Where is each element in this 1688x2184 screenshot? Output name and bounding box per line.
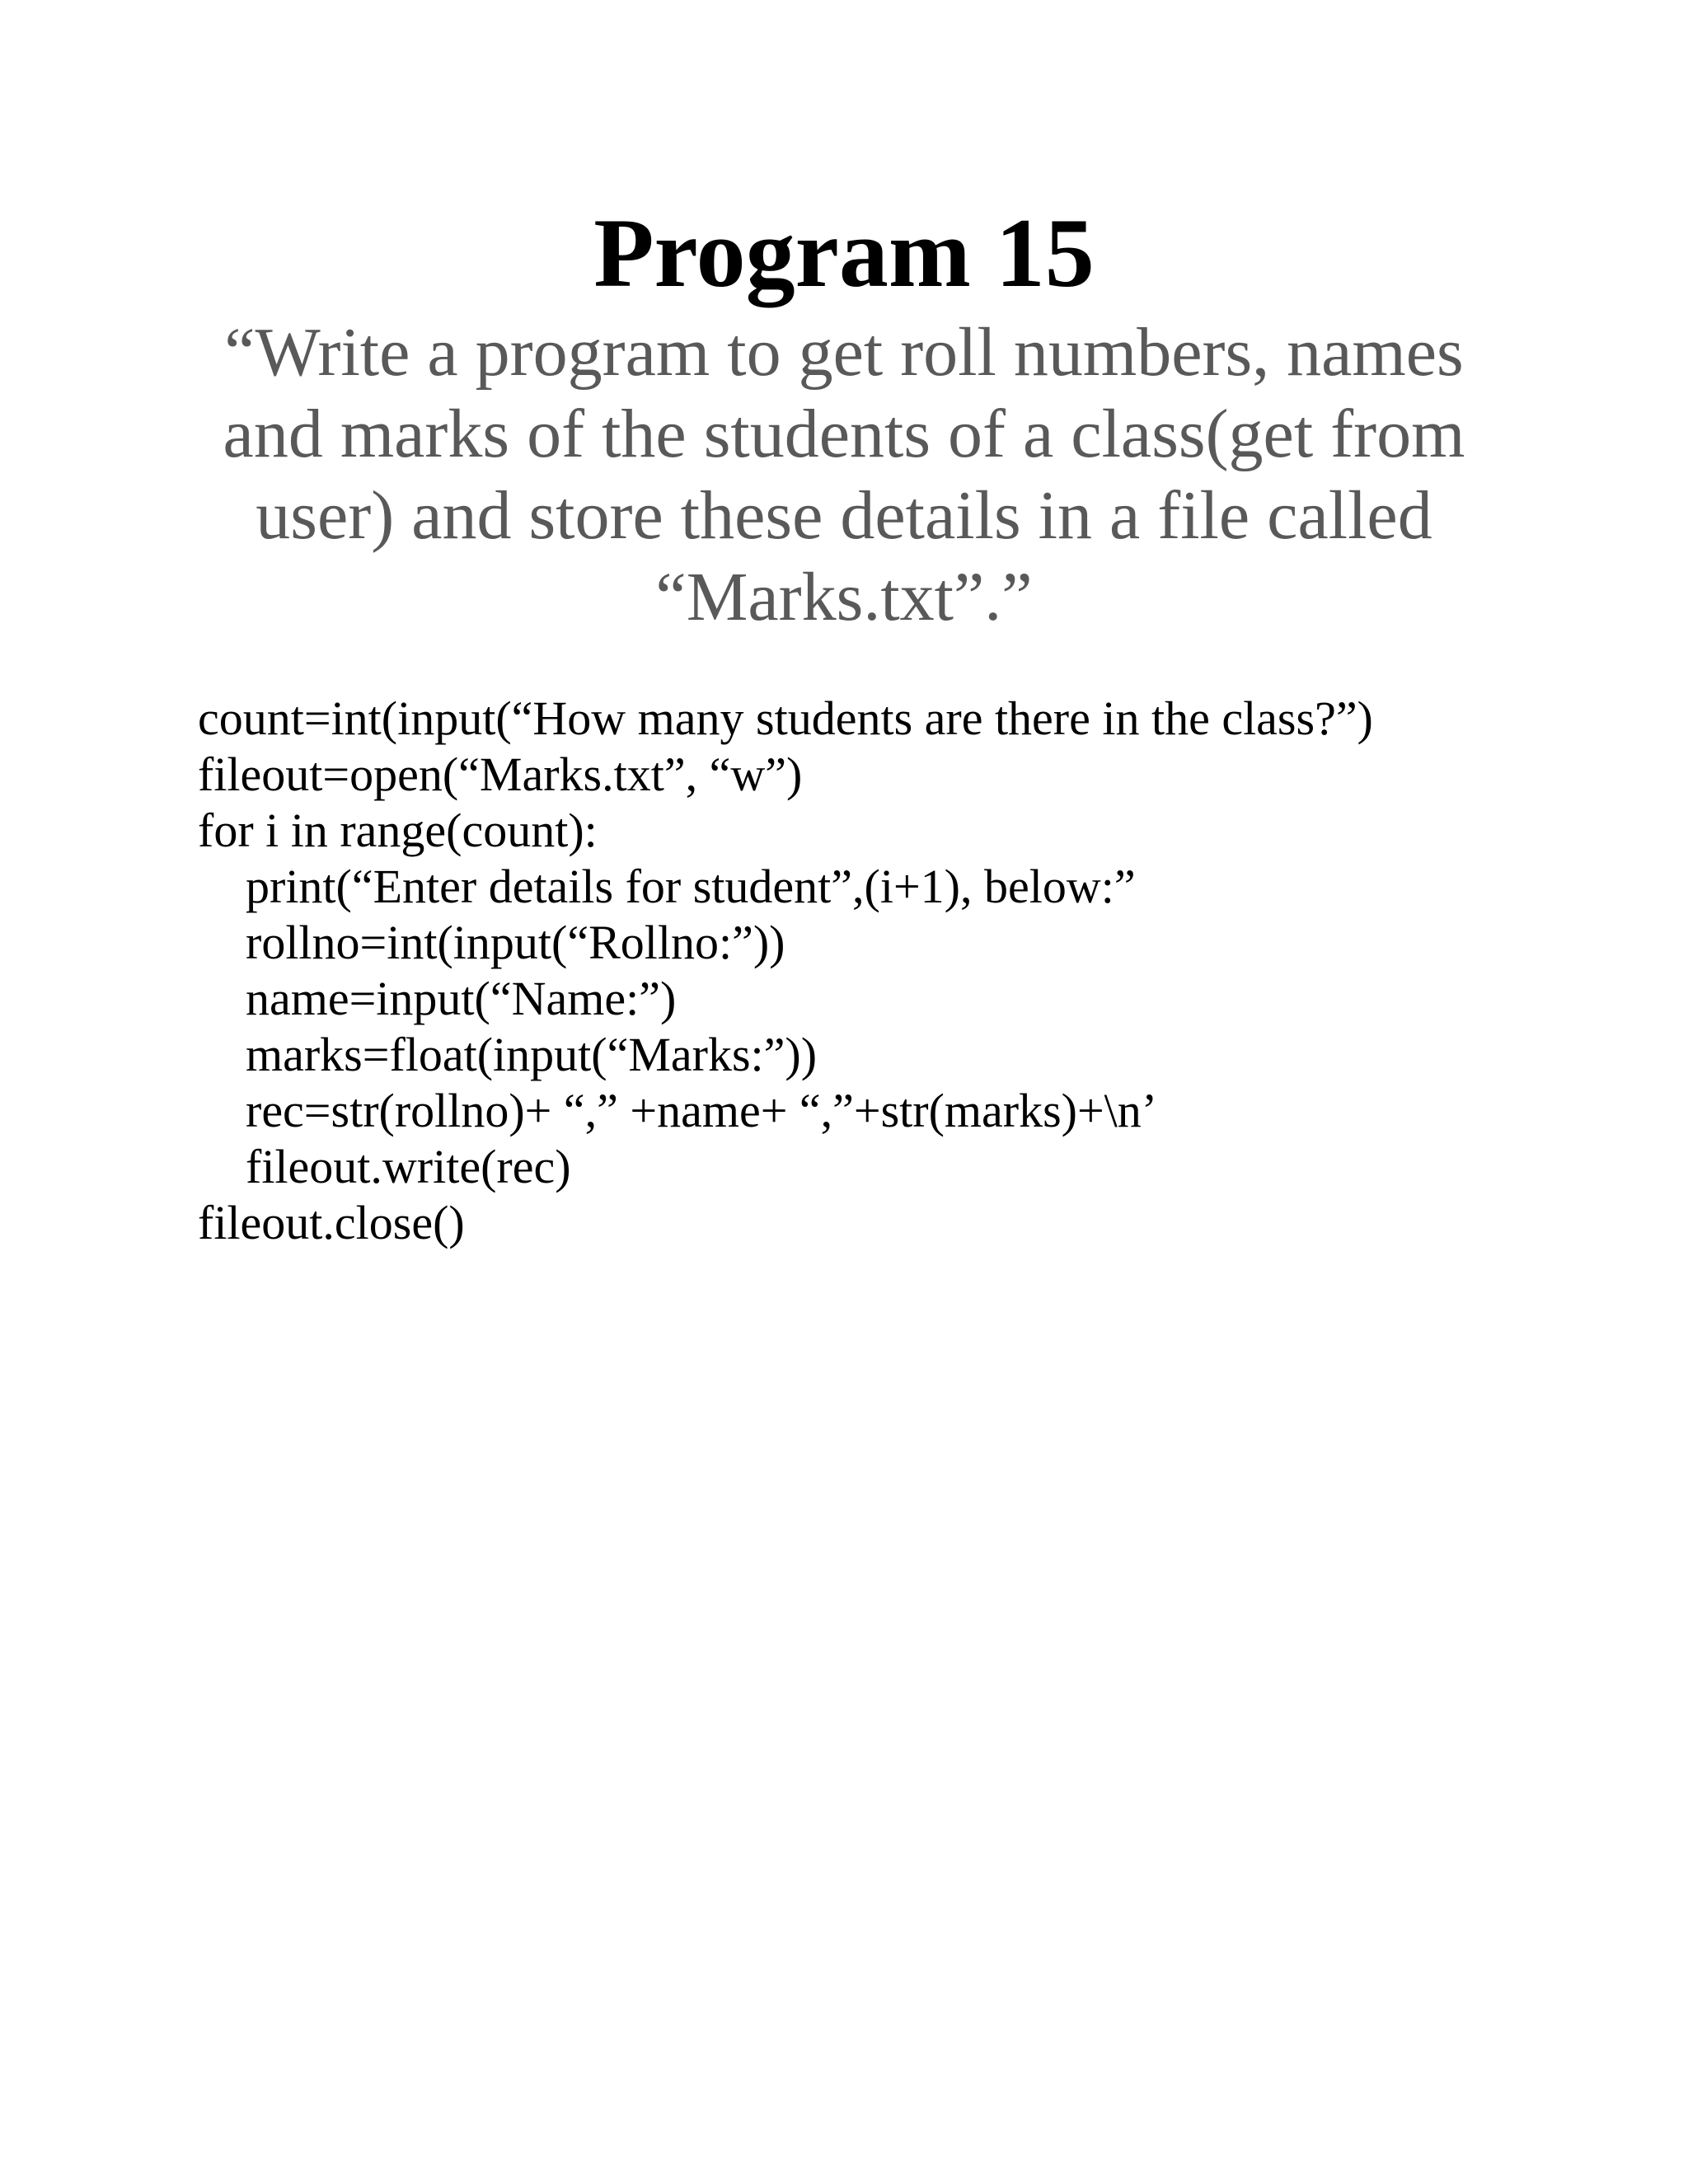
code-line: print(“Enter details for student”,(i+1), below:” — [246, 860, 1136, 913]
problem-statement-line: user) and store these details in a file called — [256, 477, 1432, 554]
problem-statement — [148, 312, 1540, 638]
code-line: fileout.write(rec) — [246, 1140, 571, 1193]
code-line: rollno=int(input(“Rollno:”)) — [246, 916, 785, 969]
problem-statement-line: “Marks.txt”.” — [655, 559, 1033, 635]
code-line: name=input(“Name:”) — [246, 972, 677, 1025]
code-line: marks=float(input(“Marks:”)) — [246, 1028, 818, 1081]
code-line: fileout=open(“Marks.txt”, “w”) — [198, 748, 803, 801]
code-line: for i in range(count): — [198, 804, 598, 857]
code-listing — [198, 691, 1648, 1251]
problem-statement-line: and marks of the students of a class(get from — [223, 396, 1465, 472]
code-line: fileout.close() — [198, 1196, 465, 1249]
program-title: Program 15 — [593, 198, 1095, 307]
code-line: rec=str(rollno)+ “,” +name+ “,”+str(marks)+\n’ — [246, 1084, 1158, 1137]
problem-statement-line: “Write a program to get roll numbers, names — [224, 314, 1464, 391]
code-line: count=int(input(“How many students are there in the class?”) — [198, 691, 1373, 745]
